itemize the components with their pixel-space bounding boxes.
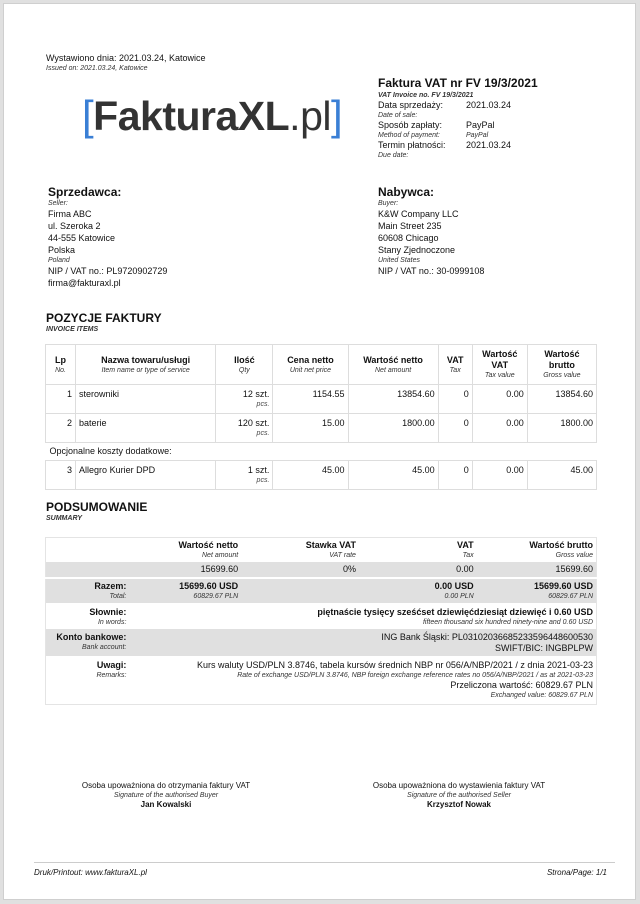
- row-qty: 1 szt. pcs.: [216, 461, 273, 490]
- summary-header-gross: Wartość brutto: [529, 540, 593, 550]
- row-name: sterowniki: [76, 385, 216, 414]
- col-header-qty: Ilość Qty: [216, 345, 273, 385]
- invoice-items-table: [45, 344, 597, 490]
- payment-row: [378, 120, 618, 131]
- table-row: [46, 414, 597, 443]
- row-no: 1: [46, 385, 76, 414]
- col-header-name: Nazwa towaru/usługi Item name or type of service: [76, 345, 216, 385]
- rate-row-net: 15699.60: [129, 562, 241, 578]
- rate-row-gross: 15699.60: [477, 562, 597, 578]
- row-gross: 13854.60: [527, 385, 596, 414]
- buyer-block: [378, 186, 484, 277]
- fakturaxl-logo: [82, 91, 342, 141]
- in-words-label: Słownie:: [89, 607, 127, 617]
- row-qty: 120 szt. pcs.: [216, 414, 273, 443]
- row-vat-value: 0.00: [472, 461, 527, 490]
- row-net: 13854.60: [348, 385, 438, 414]
- summary-in-words-row: Słownie: In words: piętnaście tysięcy sześćset dziewięćdziesiąt dziewięć i 0.60 USD fifteen thousand six hundred ninety-nine and 0.60 USD: [46, 603, 597, 629]
- seller-heading: Sprzedawca:: [48, 185, 122, 199]
- issued-label: Wystawiono dnia: 2021.03.24, Katowice: [46, 53, 206, 63]
- invoice-title-en: VAT Invoice no. FV 19/3/2021: [378, 92, 474, 99]
- optional-costs-row: [46, 443, 597, 461]
- row-unit-price: 15.00: [273, 414, 348, 443]
- col-header-gross: Wartość brutto Gross value: [527, 345, 596, 385]
- in-words-value: piętnaście tysięcy sześćset dziewięćdziesiąt dziewięć i 0.60 USD: [317, 607, 593, 617]
- seller-block: [48, 186, 167, 289]
- summary-rate-row: [46, 562, 597, 578]
- col-header-vat-value: Wartość VAT Tax value: [472, 345, 527, 385]
- invoice-page: [3, 3, 636, 900]
- invoice-title: Faktura VAT nr FV 19/3/2021: [378, 76, 538, 90]
- rate-row-rate: 0%: [241, 562, 359, 578]
- payment-label-en: Method of payment:: [378, 132, 440, 139]
- row-no: 2: [46, 414, 76, 443]
- sale-date-label-en: Date of sale:: [378, 112, 418, 119]
- items-section-header: [46, 311, 162, 334]
- payment-label: Sposób zapłaty:: [378, 120, 443, 130]
- total-net: 15699.60 USD: [179, 581, 239, 591]
- row-name: Allegro Kurier DPD: [76, 461, 216, 490]
- buyer-name: K&W Company LLC: [378, 209, 459, 219]
- col-header-unit-price: Cena netto Unit net price: [273, 345, 348, 385]
- items-section-subtitle: INVOICE ITEMS: [46, 326, 99, 333]
- buyer-country: Stany Zjednoczone: [378, 245, 456, 255]
- summary-bank-row: Konto bankowe: Bank account: ING Bank Śląski: PL03102036685233596448600530 SWIFT/BIC: INGBPLPW: [46, 629, 597, 656]
- buyer-signature: Osoba upoważniona do otrzymania faktury VAT Signature of the authorised Buyer Jan Kowalski: [46, 781, 286, 810]
- row-vat: 0: [438, 414, 472, 443]
- due-date-label: Termin płatności:: [378, 140, 446, 150]
- seller-signature-name: Krzysztof Nowak: [426, 800, 491, 809]
- summary-header-net: Wartość netto: [178, 540, 239, 550]
- issued-label-en: Issued on: 2021.03.24, Katowice: [46, 65, 148, 72]
- seller-street: ul. Szeroka 2: [48, 221, 101, 231]
- col-header-vat: VAT Tax: [438, 345, 472, 385]
- summary-title: PODSUMOWANIE: [46, 500, 148, 514]
- col-header-no: Lp No.: [46, 345, 76, 385]
- rate-row-vat: 0.00: [359, 562, 477, 578]
- seller-signature: Osoba upoważniona do wystawienia faktury VAT Signature of the authorised Seller Krzysztof Nowak: [339, 781, 579, 810]
- row-no: 3: [46, 461, 76, 490]
- remarks-line2: Przeliczona wartość: 60829.67 PLN: [450, 680, 593, 690]
- logo-tld: .pl: [289, 93, 331, 139]
- seller-signature-label: Osoba upoważniona do wystawienia faktury VAT: [372, 781, 546, 790]
- row-unit-price: 45.00: [273, 461, 348, 490]
- optional-costs-label: Opcjonalne koszty dodatkowe:: [46, 443, 597, 461]
- items-header-row: [46, 345, 597, 385]
- sale-date-label: Data sprzedaży:: [378, 100, 444, 110]
- footer-page-number: Strona/Page: 1/1: [546, 868, 607, 877]
- summary-section-header: [46, 500, 147, 523]
- seller-vat: NIP / VAT no.: PL9720902729: [48, 266, 168, 276]
- buyer-heading-en: Buyer:: [378, 200, 399, 207]
- remarks-line1: Kurs waluty USD/PLN 3.8746, tabela kursów średnich NBP nr 056/A/NBP/2021 / z dnia 2021-03-23: [196, 660, 593, 670]
- invoice-header: [378, 76, 618, 160]
- sale-date-row: [378, 100, 618, 111]
- summary-remarks-row: Uwagi: Remarks: Kurs waluty USD/PLN 3.8746, tabela kursów średnich NBP nr 056/A/NBP/2021 / z dnia 2021-03-23 Rate of exchange USD/PLN 3.8746, NBP foreign exchange reference rates no 056/A/NBP/2021 / as at 2021-03-23 Przeliczona wartość: 60829.67 PLN Exchanged value: 60829.67 PLN: [46, 656, 597, 705]
- remarks-label: Uwagi:: [96, 660, 127, 670]
- seller-name: Firma ABC: [48, 209, 92, 219]
- row-vat: 0: [438, 385, 472, 414]
- bank-account: ING Bank Śląski: PL03102036685233596448600530: [381, 632, 593, 642]
- footer-divider: [34, 862, 615, 863]
- table-row: [46, 385, 597, 414]
- summary-header-row: Wartość netto Net amount Stawka VAT VAT rate VAT Tax Wartość brutto Gross value: [46, 538, 597, 563]
- footer-printout: Druk/Printout: www.fakturaXL.pl: [34, 868, 147, 877]
- buyer-signature-name: Jan Kowalski: [140, 800, 192, 809]
- seller-city: 44-555 Katowice: [48, 233, 116, 243]
- row-unit-price: 1154.55: [273, 385, 348, 414]
- buyer-country-en: United States: [378, 257, 421, 264]
- row-qty: 12 szt. pcs.: [216, 385, 273, 414]
- due-date-label-en: Due date:: [378, 152, 409, 159]
- buyer-vat: NIP / VAT no.: 30-0999108: [378, 266, 485, 276]
- row-gross: 45.00: [527, 461, 596, 490]
- summary-table: [45, 537, 597, 705]
- issued-info: [46, 52, 206, 73]
- sale-date-value: 2021.03.24: [466, 100, 512, 110]
- total-vat: 0.00 USD: [434, 581, 474, 591]
- total-label: Razem:: [94, 581, 127, 591]
- row-vat-value: 0.00: [472, 385, 527, 414]
- payment-value: PayPal: [466, 120, 495, 130]
- total-gross: 15699.60 USD: [533, 581, 593, 591]
- row-net: 1800.00: [348, 414, 438, 443]
- row-vat: 0: [438, 461, 472, 490]
- seller-country-en: Poland: [48, 257, 70, 264]
- bank-swift: SWIFT/BIC: INGBPLPW: [494, 643, 593, 653]
- items-section-title: POZYCJE FAKTURY: [46, 311, 162, 325]
- buyer-city: 60608 Chicago: [378, 233, 439, 243]
- due-date-value: 2021.03.24: [466, 140, 512, 150]
- row-vat-value: 0.00: [472, 414, 527, 443]
- table-row: [46, 461, 597, 490]
- col-header-net: Wartość netto Net amount: [348, 345, 438, 385]
- bank-label: Konto bankowe:: [56, 632, 127, 642]
- summary-header-vat: VAT: [457, 540, 474, 550]
- due-date-row: [378, 140, 618, 151]
- buyer-heading: Nabywca:: [378, 185, 435, 199]
- buyer-signature-label: Osoba upoważniona do otrzymania faktury VAT: [81, 781, 251, 790]
- payment-value-en: PayPal: [466, 132, 489, 139]
- buyer-street: Main Street 235: [378, 221, 442, 231]
- logo-close-bracket: ]: [330, 92, 343, 139]
- seller-country: Polska: [48, 245, 76, 255]
- summary-subtitle: SUMMARY: [46, 515, 83, 522]
- summary-header-rate: Stawka VAT: [305, 540, 356, 550]
- seller-email: firma@fakturaxl.pl: [48, 278, 121, 288]
- logo-brand: FakturaXL: [93, 93, 290, 139]
- row-net: 45.00: [348, 461, 438, 490]
- logo-open-bracket: [: [82, 92, 94, 139]
- summary-total-row: Razem: Total: 15699.60 USD 60829.67 PLN 0.00 USD 0.00 PLN 15699.60 USD 60829.67 PLN: [46, 578, 597, 603]
- row-name: baterie: [76, 414, 216, 443]
- row-gross: 1800.00: [527, 414, 596, 443]
- seller-heading-en: Seller:: [48, 200, 68, 207]
